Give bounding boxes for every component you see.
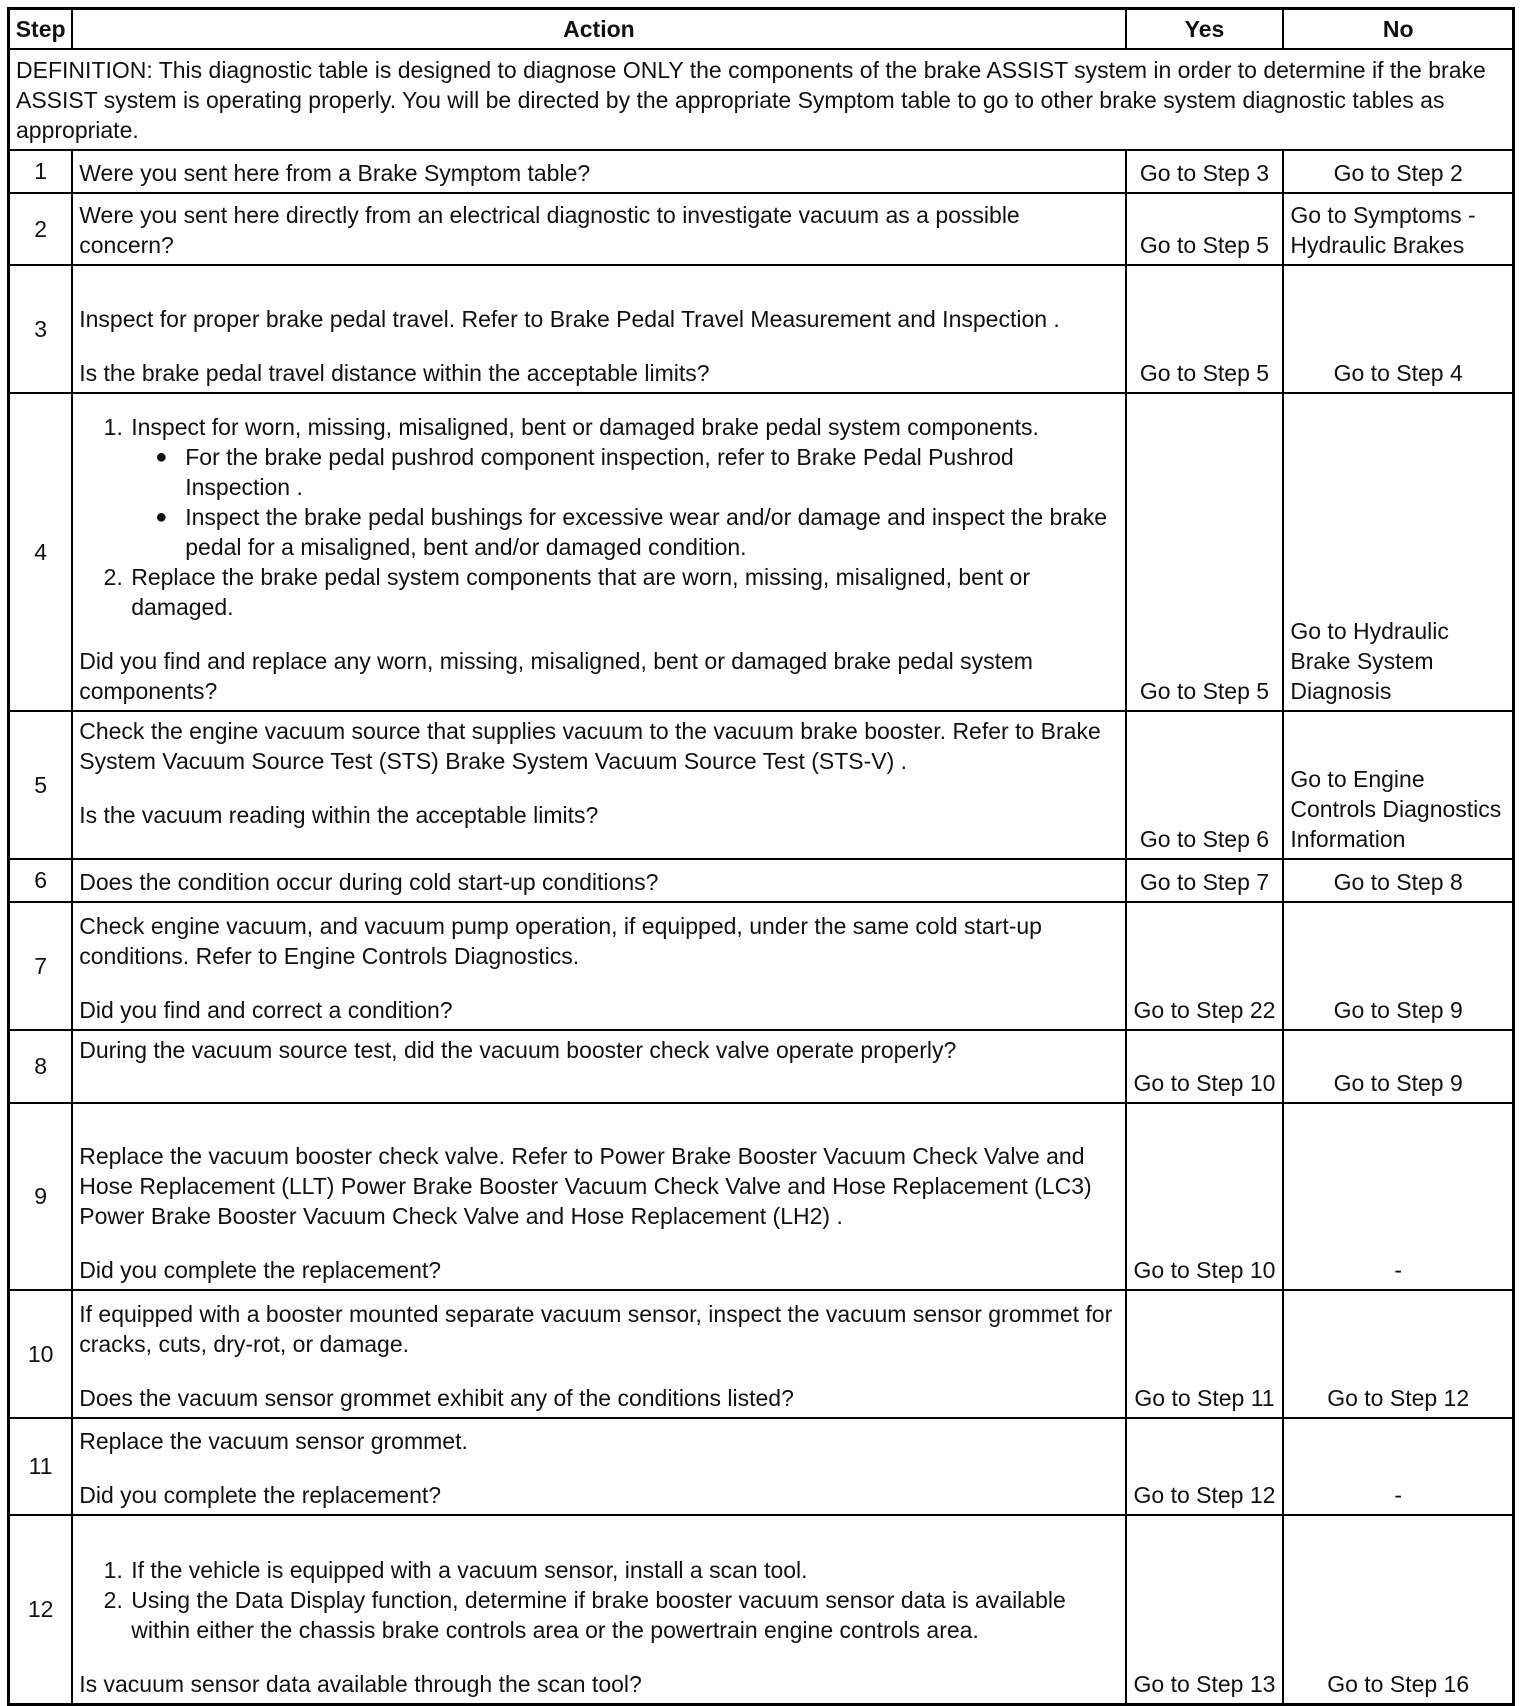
step-number: 12 — [9, 1515, 73, 1705]
yes-link[interactable]: Go to Step 10 — [1126, 1030, 1284, 1103]
no-link[interactable]: Go to Step 8 — [1283, 859, 1513, 902]
bullet-list — [131, 442, 1118, 562]
no-link[interactable]: Go to Step 9 — [1283, 902, 1513, 1030]
table-row — [9, 1290, 1514, 1418]
step-number: 4 — [9, 393, 73, 711]
step-number: 6 — [9, 859, 73, 902]
no-link: - — [1283, 1418, 1513, 1515]
list-item: 2. Using the Data Display function, determine if brake booster vacuum sensor data is available within either the chassis brake controls area or the powertrain engine controls area. — [129, 1585, 1118, 1645]
step-action — [72, 1418, 1125, 1515]
step-number: 2 — [9, 193, 73, 265]
step-number: 9 — [9, 1103, 73, 1290]
yes-link[interactable]: Go to Step 22 — [1126, 902, 1284, 1030]
step-instruction: Replace the vacuum booster check valve. Refer to Power Brake Booster Vacuum Check Valve and Hose Replacement (LLT) Power Brake Booster Vacuum Check Valve and Hose Replacement (LC3) Power Brake Booster Vacuum Check Valve and Hose Replacement (LH2) . — [79, 1142, 1092, 1229]
step-question: Did you complete the replacement? — [79, 1481, 442, 1508]
step-action — [72, 711, 1125, 859]
table-row — [9, 1103, 1514, 1290]
table-row — [9, 711, 1514, 859]
no-link[interactable]: Go to Step 4 — [1283, 265, 1513, 393]
yes-link[interactable]: Go to Step 10 — [1126, 1103, 1284, 1290]
yes-link[interactable]: Go to Step 7 — [1126, 859, 1284, 902]
definition-text: DEFINITION: This diagnostic table is designed to diagnose ONLY the components of the brake ASSIST system in order to determine if the brake ASSIST system is operating properly. You will be directed by the appropriate Symptom table to go to other brake system diagnostic tables as appropriate. — [9, 49, 1514, 150]
step-instruction: Inspect for proper brake pedal travel. Refer to Brake Pedal Travel Measurement and Inspection . — [79, 305, 1060, 332]
step-question: Were you sent here from a Brake Symptom table? — [72, 150, 1125, 193]
step-question: Did you find and replace any worn, missing, misaligned, bent or damaged brake pedal system components? — [79, 647, 1033, 704]
table-row — [9, 902, 1514, 1030]
step-instruction: Check engine vacuum, and vacuum pump operation, if equipped, under the same cold start-up conditions. Refer to Engine Controls Diagnostics. — [79, 912, 1042, 969]
no-link[interactable]: Go to Engine Controls Diagnostics Information — [1283, 711, 1513, 859]
yes-link[interactable]: Go to Step 5 — [1126, 265, 1284, 393]
yes-link[interactable]: Go to Step 3 — [1126, 150, 1284, 193]
numbered-list — [79, 1555, 1118, 1645]
definition-row — [9, 49, 1514, 150]
step-question: Did you find and correct a condition? — [79, 996, 453, 1023]
header-step: Step — [9, 9, 73, 49]
step-number: 3 — [9, 265, 73, 393]
no-link: - — [1283, 1103, 1513, 1290]
step-action — [72, 393, 1125, 711]
no-link[interactable]: Go to Step 9 — [1283, 1030, 1513, 1103]
table-row — [9, 859, 1514, 902]
step-question: Were you sent here directly from an electrical diagnostic to investigate vacuum as a possible concern? — [72, 193, 1125, 265]
step-question: Is vacuum sensor data available through the scan tool? — [79, 1671, 642, 1697]
yes-link[interactable]: Go to Step 12 — [1126, 1418, 1284, 1515]
step-question: Did you complete the replacement? — [79, 1256, 442, 1283]
step-instruction: Replace the vacuum sensor grommet. — [79, 1427, 468, 1454]
no-link[interactable]: Go to Step 16 — [1283, 1515, 1513, 1705]
yes-link[interactable]: Go to Step 5 — [1126, 193, 1284, 265]
step-action — [72, 265, 1125, 393]
step-number: 11 — [9, 1418, 73, 1515]
table-row — [9, 1030, 1514, 1103]
step-question: During the vacuum source test, did the vacuum booster check valve operate properly? — [72, 1030, 1125, 1103]
step-number: 5 — [9, 711, 73, 859]
step-question: Does the condition occur during cold start-up conditions? — [72, 859, 1125, 902]
step-number: 7 — [9, 902, 73, 1030]
list-item: 2. Replace the brake pedal system components that are worn, missing, misaligned, bent or damaged. — [129, 562, 1118, 622]
step-number: 10 — [9, 1290, 73, 1418]
bullet-item: ● Inspect the brake pedal bushings for excessive wear and/or damage and inspect the brake pedal for a misaligned, bent and/or damaged condition. — [183, 502, 1118, 562]
table-row — [9, 1418, 1514, 1515]
table-row — [9, 193, 1514, 265]
table-row — [9, 150, 1514, 193]
table-row — [9, 1515, 1514, 1705]
yes-link[interactable]: Go to Step 13 — [1126, 1515, 1284, 1705]
step-action — [72, 902, 1125, 1030]
step-action — [72, 1103, 1125, 1290]
diagnostic-table — [7, 7, 1515, 1706]
step-number: 1 — [9, 150, 73, 193]
step-question: Does the vacuum sensor grommet exhibit any of the conditions listed? — [79, 1384, 794, 1411]
no-link[interactable]: Go to Hydraulic Brake System Diagnosis — [1283, 393, 1513, 711]
list-item: 1. Inspect for worn, missing, misaligned, bent or damaged brake pedal system components. ● For the brake pedal pushrod component inspection, refer to Brake Pedal Pushrod Inspection . ● Inspect the brake pedal bushings for excessive wear and/or damage and inspect the brake pedal for a misaligned, bent and/or damaged condition. — [129, 412, 1118, 562]
header-row — [9, 9, 1514, 49]
list-item: 1. If the vehicle is equipped with a vacuum sensor, install a scan tool. — [129, 1555, 1118, 1585]
step-instruction: Check the engine vacuum source that supplies vacuum to the vacuum brake booster. Refer to Brake System Vacuum Source Test (STS) Brake System Vacuum Source Test (STS-V) . — [79, 717, 1101, 774]
header-yes: Yes — [1126, 9, 1284, 49]
step-action — [72, 1515, 1125, 1705]
header-action: Action — [72, 9, 1125, 49]
table-row — [9, 265, 1514, 393]
numbered-list — [79, 412, 1118, 622]
step-question: Is the vacuum reading within the acceptable limits? — [79, 801, 599, 828]
step-instruction: If equipped with a booster mounted separate vacuum sensor, inspect the vacuum sensor grommet for cracks, cuts, dry-rot, or damage. — [79, 1300, 1113, 1357]
step-number: 8 — [9, 1030, 73, 1103]
step-action — [72, 1290, 1125, 1418]
yes-link[interactable]: Go to Step 6 — [1126, 711, 1284, 859]
no-link[interactable]: Go to Step 12 — [1283, 1290, 1513, 1418]
yes-link[interactable]: Go to Step 5 — [1126, 393, 1284, 711]
no-link[interactable]: Go to Symptoms - Hydraulic Brakes — [1283, 193, 1513, 265]
step-question: Is the brake pedal travel distance within the acceptable limits? — [79, 359, 710, 386]
no-link[interactable]: Go to Step 2 — [1283, 150, 1513, 193]
header-no: No — [1283, 9, 1513, 49]
yes-link[interactable]: Go to Step 11 — [1126, 1290, 1284, 1418]
bullet-item: ● For the brake pedal pushrod component inspection, refer to Brake Pedal Pushrod Inspection . — [183, 442, 1118, 502]
table-row — [9, 393, 1514, 711]
